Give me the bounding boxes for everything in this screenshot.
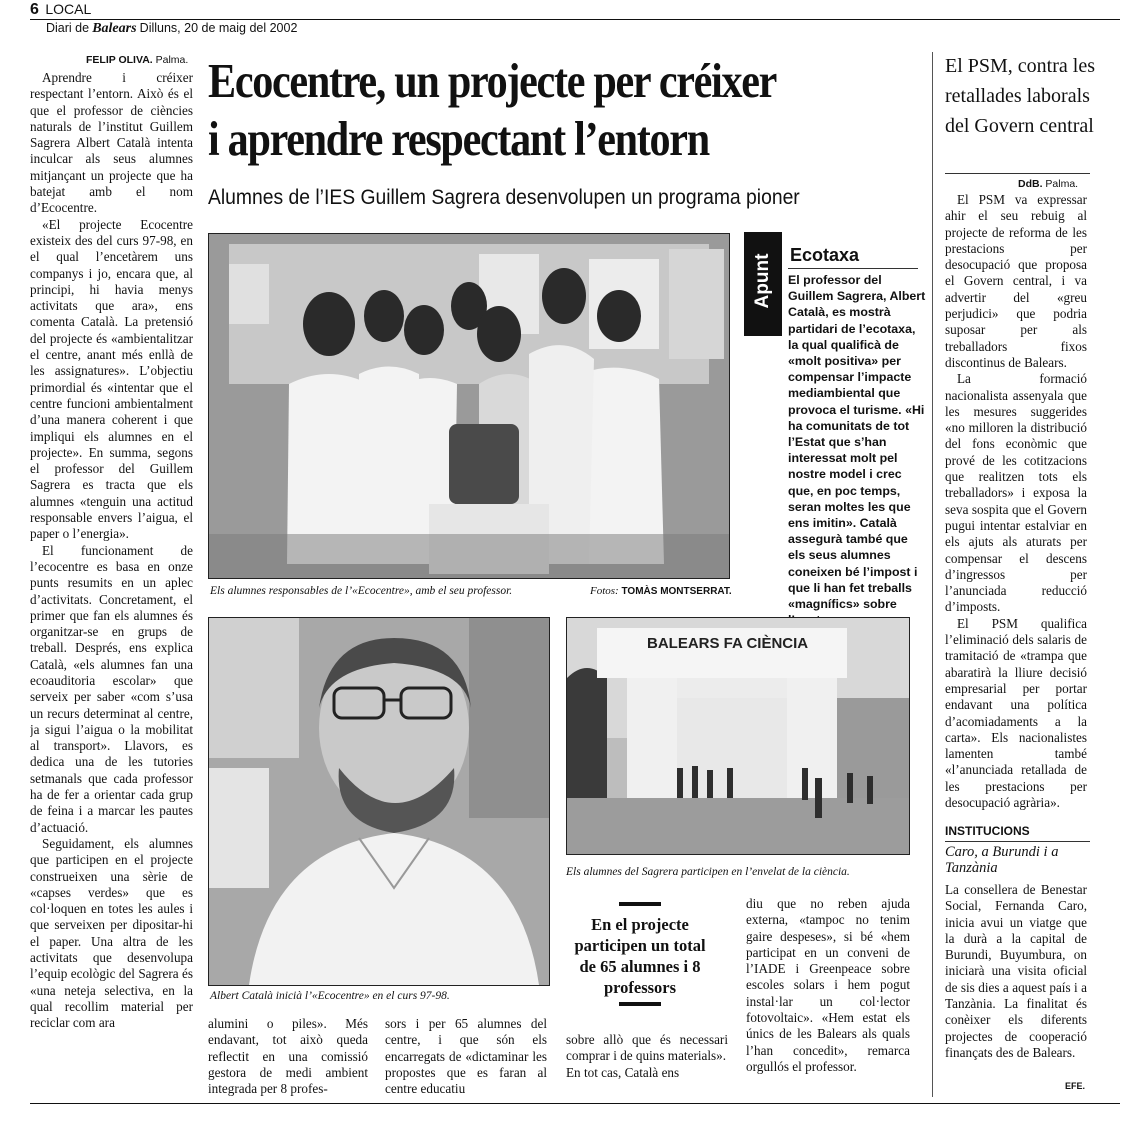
article-column-1 [30,70,193,1095]
header-rule [30,19,1120,20]
article-column-4-bottom: sobre allò que és necessari comprar i de quins materials». En tot cas, Català ens [566,1032,728,1080]
psm-rule [945,173,1090,174]
caro-rule [945,841,1090,842]
psm-byline-name: DdB. [1018,178,1043,190]
photo3-caption: Els alumnes del Sagrera participen en l’envelat de la ciència. [566,866,850,878]
article-paragraph: El funcionament de l’ecocentre es basa en onze punts resumits en un aplec d’activitats. Concretament, el primer que fan els alumnes és organitzar-se en grups de treball. Després, ens explica Català, «els alumnes fan una ecoauditoria escolar» que serveix per saber «com s’usa un recurs determinat al centre, ja sigui l’aigua o la mobilitat al transport». Llavors, es dedica una de les tutories setmanals que cada professor ha de fer a orientar cada grup de feina i a marcar les pautes d’actuació. [30,542,193,835]
photo-fair-illustration [567,618,909,854]
caro-credit: EFE. [1065,1081,1086,1091]
apunt-tab-label: Apunt [752,253,773,309]
caro-body: La consellera de Benestar Social, Fernanda Caro, inicia avui un viatge que la durà a la capital de Burundi, Buyumbura, on iniciarà una visita oficial de sis dies a aquest país i a Tanzània. La finalitat és conèixer els diferents projectes de cooperació finançats des de Balears. [945,882,1087,1060]
psm-paragraph: El PSM va expressar ahir el seu rebuig al projecte de reforma de les prestacions per desocupació que proposa el Govern central, i va advertir del «greu perjudici» que podria suposar per als treballadors fixos discontinus de Balears. [945,192,1087,370]
apunt-body: El professor del Guillem Sagrera, Albert Català, es mostrà partidari de l’ecotaxa, la qual qualificà de «molt positiva» per compensar l’impacte mediambiental que provoca el turisme. «Hi ha comunitats de tot l’Estat que s’han interessat molt pel nostre model i crec que, en poc temps, seran moltes les que ens imitin». Català assegurà també que els seus alumnes coneixen bé l’impost i que li han fet treballs «magnífics» sobre [788,273,926,612]
photo-albert-catala [208,617,550,986]
byline-name: FELIP OLIVA. [86,54,153,66]
article-paragraph: Aprendre i créixer respectant l’entorn. Això és el que el professor de ciències naturals de l’institut Guillem Sagrera Albert Català intenta inculcar als seus alumnes mitjançant un projecte que ha batejat amb el nom d’Ecocentre. [30,70,193,216]
apunt-title-rule [788,268,918,269]
byline [86,54,188,66]
page-header [30,1,430,19]
photo-fair-entrance [566,617,910,855]
headline [208,52,819,168]
pullquote: En el projecte participen un total de 65 alumnes i 8 professors [574,915,706,997]
page-number: 6 [30,1,39,18]
publication-line [46,21,297,37]
section-label: LOCAL [45,1,92,17]
publication-prefix: Diari de [46,21,90,35]
footer-rule [30,1103,1120,1104]
headline-line-1: Ecocentre, un projecte per créixer [208,53,777,108]
sidebar-separator [932,52,933,1097]
photo2-caption: Albert Català inicià l’«Ecocentre» en el curs 97-98. [210,990,450,1002]
photo-credit-name: TOMÀS MONTSERRAT. [621,586,732,597]
apunt-tab [744,232,782,336]
photo-credit [590,585,732,597]
byline-place: Palma. [155,54,189,66]
photo-students-illustration [209,234,729,578]
fair-banner-text: BALEARS FA CIÈNCIA [647,635,809,652]
article-column-3-bottom: sors i per 65 alumnes del centre, i que són els encarregats de «dictaminar les propostes que es faran al centre educatiu [385,1016,547,1096]
pullquote-rule-top [619,902,661,906]
photo-portrait-illustration [209,618,549,985]
photo1-caption: Els alumnes responsables de l’«Ecocentre», amb el seu professor. [210,585,513,597]
caro-headline: Caro, a Burundi i a Tanzània [945,844,1059,876]
psm-paragraph: El PSM qualifica l’eliminació dels salaris de tramitació de «trampa que abaratirà la lliure decisió empresarial per portar endavant una política d’acomiadaments a la carta». Els nacionalistes lamenten també «l’anunciada retallada de les prestacions per desocupació agrària». [945,615,1087,810]
pullquote-rule-bottom [619,1002,661,1006]
psm-body [945,192,1087,822]
publication-date: Dilluns, 20 de maig del 2002 [139,21,298,35]
subheadline: Alumnes de l’IES Guillem Sagrera desenvolupen un programa pioner [208,186,800,209]
article-column-5-bottom: diu que no reben ajuda externa, «tampoc no tenim gaire despeses», si bé «hem participat en un conveni de l’IADE i Greenpeace sobre escoles solars i hem pogut instal·lar un col·lector fotovoltaic». «Hem estat els únics de les Balears als quals l’han concedit», remarca orgullós el professor. [746,896,910,1074]
psm-headline: El PSM, contra les retallades laborals del Govern central [945,55,1095,137]
article-paragraph: «El projecte Ecocentre existeix des del curs 97-98, en el qual l’encetàrem uns companys i jo, encara que, al principi, hi havia menys activitats que ara», ens comenta Català. La pretensió del projecte és «ambientalitzar el centre, anant més enllà de les assignatures». L’objectiu primordial és «intentar que el centre funcioni ambientalment d’una manera coherent i que impliqui els alumnes en el projecte». En summa, segons el professor del Guillem Sagrera es tracta que els alumnes «tenguin una actitud responsable envers l’aigua, el paper o l’energia». [30,216,193,542]
article-paragraph: Seguidament, els alumnes que participen en el projecte construeixen una sèrie de «capses verdes» que es col·loquen en totes les aules i que serveixen per dipositar-hi el paper. Una altra de les activitats que desenvolupa l’equip ecològic del Sagrera és «una neteja selectiva, en la qual recollim material per reciclar com ara [30,835,193,1031]
photo-credit-label: Fotos: [590,585,619,597]
psm-paragraph: La formació nacionalista assenyala que les mesures suggerides «no milloren la distribució del fons econòmic que prové de les cotitzacions que realitzen tots els treballadors» i exposa la seva sospita que el Govern pugui intentar estalviar en els ajuts als aturats per compensar el descens d’ingressos per l’anunciada reducció d’imposts. [945,371,1087,615]
psm-byline [1018,178,1078,190]
institucions-label: INSTITUCIONS [945,824,1030,838]
apunt-title: Ecotaxa [790,245,860,265]
photo-students-group [208,233,730,579]
headline-line-2: i aprendre respectant l’entorn [208,111,709,166]
psm-byline-place: Palma. [1045,178,1079,190]
publication-name: Balears [92,21,137,36]
article-column-2-bottom: alumini o piles». Més endavant, tot això queda reflectit en una comissió gestora de medi ambient integrada per 8 profes- [208,1016,368,1096]
